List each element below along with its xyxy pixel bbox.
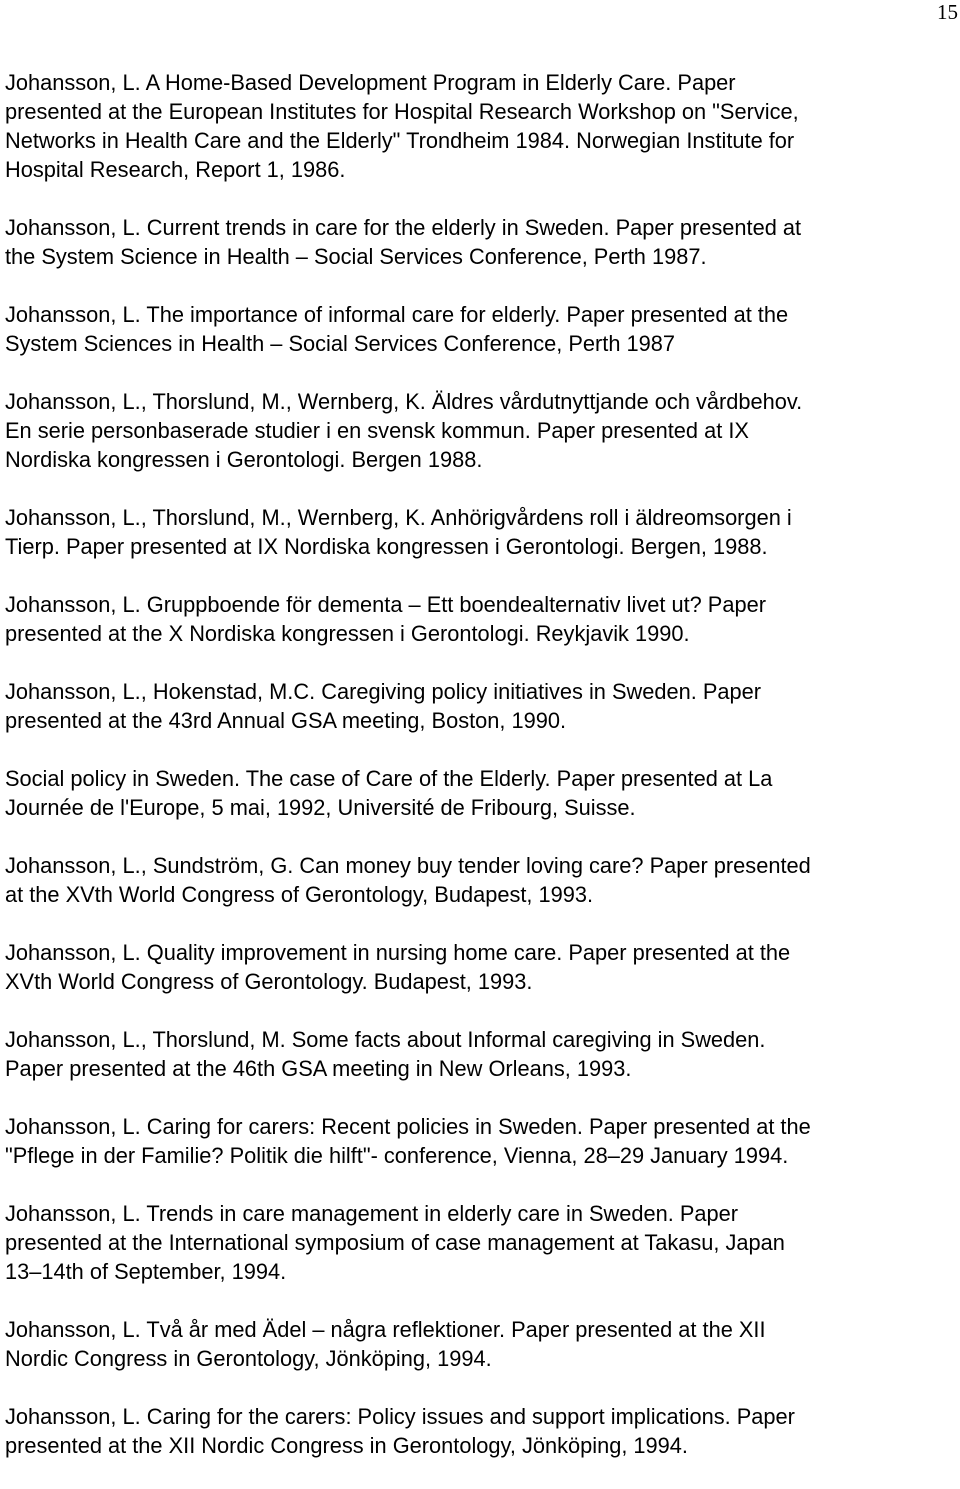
reference-entry [5,938,945,996]
reference-line: Johansson, L. Trends in care management in elderly care in Sweden. Paper [5,1201,739,1226]
reference-entry [5,851,945,909]
reference-entry [5,300,945,358]
reference-entry [5,1025,945,1083]
reference-line: Johansson, L. Quality improvement in nursing home care. Paper presented at the [5,940,791,965]
reference-line: presented at the XII Nordic Congress in Gerontology, Jönköping, 1994. [5,1433,688,1458]
page-number: 15 [937,0,958,24]
reference-line: Johansson, L. Current trends in care for the elderly in Sweden. Paper presented at [5,215,802,240]
reference-line: Johansson, L. Två år med Ädel – några reflektioner. Paper presented at the XII [5,1317,766,1342]
reference-line: at the XVth World Congress of Gerontology, Budapest, 1993. [5,882,594,907]
reference-line: Johansson, L. Caring for carers: Recent policies in Sweden. Paper presented at the [5,1114,811,1139]
reference-line: Johansson, L., Thorslund, M., Wernberg, K. Anhörigvårdens roll i äldreomsorgen i [5,505,792,530]
reference-list [5,68,945,1489]
reference-line: presented at the European Institutes for Hospital Research Workshop on "Service, [5,99,799,124]
reference-line: presented at the X Nordiska kongressen i Gerontologi. Reykjavik 1990. [5,621,690,646]
reference-line: Johansson, L. Gruppboende för dementa – Ett boendealternativ livet ut? Paper [5,592,766,617]
reference-line: XVth World Congress of Gerontology. Budapest, 1993. [5,969,533,994]
reference-line: Social policy in Sweden. The case of Care of the Elderly. Paper presented at La [5,766,773,791]
reference-line: presented at the 43rd Annual GSA meeting, Boston, 1990. [5,708,567,733]
reference-line: Johansson, L., Thorslund, M., Wernberg, K. Äldres vårdutnyttjande och vårdbehov. [5,389,803,414]
reference-line: Johansson, L., Sundström, G. Can money buy tender loving care? Paper presented [5,853,811,878]
reference-entry [5,68,945,184]
reference-line: Johansson, L. Caring for the carers: Policy issues and support implications. Paper [5,1404,795,1429]
reference-entry [5,590,945,648]
reference-entry [5,503,945,561]
reference-line: System Sciences in Health – Social Services Conference, Perth 1987 [5,331,675,356]
reference-entry [5,213,945,271]
reference-line: Johansson, L., Thorslund, M. Some facts about Informal caregiving in Sweden. [5,1027,766,1052]
reference-line: En serie personbaserade studier i en svensk kommun. Paper presented at IX [5,418,749,443]
reference-line: Networks in Health Care and the Elderly" Trondheim 1984. Norwegian Institute for [5,128,795,153]
reference-line: 13–14th of September, 1994. [5,1259,287,1284]
reference-line: Journée de l'Europe, 5 mai, 1992, Université de Fribourg, Suisse. [5,795,636,820]
reference-line: Johansson, L. The importance of informal care for elderly. Paper presented at the [5,302,789,327]
reference-entry [5,1112,945,1170]
reference-line: Nordic Congress in Gerontology, Jönköping, 1994. [5,1346,492,1371]
reference-entry [5,1199,945,1286]
reference-entry [5,677,945,735]
reference-line: Hospital Research, Report 1, 1986. [5,157,346,182]
reference-line: presented at the International symposium of case management at Takasu, Japan [5,1230,785,1255]
reference-entry [5,1315,945,1373]
reference-line: Johansson, L. A Home-Based Development Program in Elderly Care. Paper [5,70,736,95]
reference-line: the System Science in Health – Social Services Conference, Perth 1987. [5,244,707,269]
reference-line: Paper presented at the 46th GSA meeting in New Orleans, 1993. [5,1056,632,1081]
reference-entry [5,387,945,474]
reference-line: Nordiska kongressen i Gerontologi. Bergen 1988. [5,447,483,472]
reference-line: "Pflege in der Familie? Politik die hilft"- conference, Vienna, 28–29 January 1994. [5,1143,789,1168]
reference-line: Johansson, L., Hokenstad, M.C. Caregiving policy initiatives in Sweden. Paper [5,679,762,704]
reference-line: Tierp. Paper presented at IX Nordiska kongressen i Gerontologi. Bergen, 1988. [5,534,768,559]
reference-entry [5,764,945,822]
reference-entry [5,1402,945,1460]
